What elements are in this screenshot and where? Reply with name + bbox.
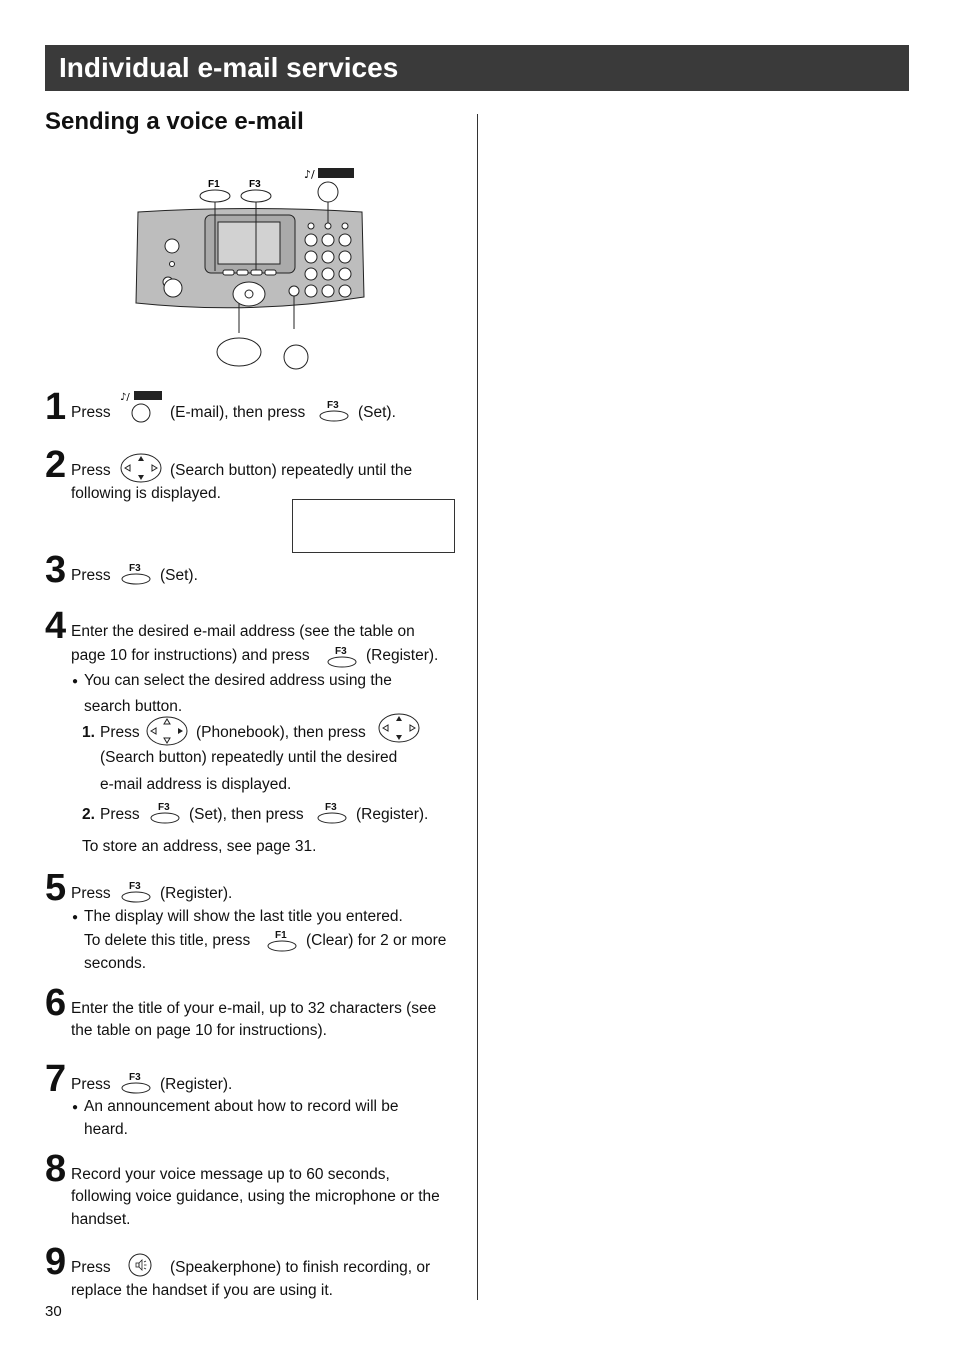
step-3-number: 3: [45, 549, 67, 591]
step-5-text: To delete this title, press: [84, 932, 251, 949]
step-5-text: Press: [71, 885, 111, 902]
svg-text:♪/: ♪/: [304, 168, 315, 181]
step-3-text: (Set).: [160, 567, 198, 584]
step-6-text: the table on page 10 for instructions).: [71, 1022, 327, 1039]
step-8-text: following voice guidance, using the microphone or the: [71, 1188, 440, 1205]
f1-key-label: F1: [275, 930, 287, 941]
step-2-number: 2: [45, 444, 67, 486]
step-2-text: Press: [71, 462, 111, 479]
step-3-text: Press: [71, 567, 111, 584]
step-5-text: (Register).: [160, 885, 233, 902]
step-7-text: Press: [71, 1076, 111, 1093]
f3-key-label: F3: [129, 563, 141, 574]
phonebook-navigator-icon: [146, 715, 188, 747]
step-7-bullet: ● An announcement about how to record will be: [84, 1098, 399, 1116]
f3-key-icon: [316, 802, 348, 826]
step-7-text: (Register).: [160, 1076, 233, 1093]
step-6-number: 6: [45, 982, 67, 1024]
diagram-f3-label: F3: [249, 179, 261, 190]
step-4-substep-text: Press: [100, 806, 140, 823]
section-title: Sending a voice e-mail: [45, 108, 304, 135]
step-1-text: Press: [71, 404, 111, 421]
step-5-text: (Clear) for 2 or more: [306, 932, 447, 949]
step-4-substep-text: e-mail address is displayed.: [100, 776, 292, 793]
step-9-text: (Speakerphone) to finish recording, or: [170, 1259, 431, 1276]
f3-key-icon: [120, 563, 152, 587]
column-divider: [477, 114, 478, 1300]
email-button-icon: [120, 389, 166, 425]
f3-key-label: F3: [129, 1072, 141, 1083]
f3-key-icon: [120, 881, 152, 905]
step-4-substep-text: (Search button) repeatedly until the desired: [100, 749, 398, 766]
step-8-text: Record your voice message up to 60 seconds,: [71, 1166, 390, 1183]
page-number: 30: [45, 1303, 62, 1320]
f3-key-icon: [326, 646, 358, 670]
f3-key-label: F3: [335, 646, 347, 657]
step-4-note: To store an address, see page 31.: [82, 838, 317, 855]
f3-key-icon: [318, 400, 350, 424]
step-4-substep-text: (Set), then press: [189, 806, 304, 823]
step-4-substep-text: Press: [100, 724, 140, 741]
display-box: [292, 499, 455, 553]
step-4-bullet: ● You can select the desired address using the: [84, 672, 392, 690]
step-5-bullet: ● The display will show the last title you entered.: [84, 908, 403, 926]
step-4-substep-number: 1.: [82, 724, 95, 741]
step-9-text: replace the handset if you are using it.: [71, 1282, 333, 1299]
step-2-text: (Search button) repeatedly until the: [170, 462, 413, 479]
step-4-text: page 10 for instructions) and press: [71, 647, 310, 664]
step-4-text: (Register).: [366, 647, 439, 664]
step-7-number: 7: [45, 1058, 67, 1100]
step-7-bullet: heard.: [84, 1121, 128, 1138]
f3-key-label: F3: [327, 400, 339, 411]
speakerphone-icon: [127, 1252, 153, 1278]
step-4-bullet: search button.: [84, 698, 183, 715]
email-logo-icon: [304, 168, 354, 181]
step-8-number: 8: [45, 1148, 67, 1190]
f3-key-icon: [120, 1072, 152, 1096]
chapter-banner: Individual e-mail services: [45, 45, 909, 91]
search-navigator-icon: [378, 712, 420, 744]
step-1-text: (Set).: [358, 404, 396, 421]
step-8-text: handset.: [71, 1211, 131, 1228]
step-4-substep-number: 2.: [82, 806, 95, 823]
fax-panel-diagram: [130, 165, 370, 375]
f3-key-icon: [149, 802, 181, 826]
step-1-number: 1: [45, 386, 67, 428]
step-2-text: following is displayed.: [71, 485, 221, 502]
svg-text:♪/: ♪/: [120, 392, 130, 403]
step-4-number: 4: [45, 605, 67, 647]
step-9-number: 9: [45, 1241, 67, 1283]
step-5-text: seconds.: [84, 955, 147, 972]
f3-key-label: F3: [325, 802, 337, 813]
diagram-f1-label: F1: [208, 179, 220, 190]
step-4-substep-text: (Register).: [356, 806, 429, 823]
f1-key-icon: [266, 930, 298, 954]
step-4-text: Enter the desired e-mail address (see the table on: [71, 623, 415, 640]
step-1-text: (E-mail), then press: [170, 404, 306, 421]
step-6-text: Enter the title of your e-mail, up to 32 characters (see: [71, 1000, 437, 1017]
step-4-substep-text: (Phonebook), then press: [196, 724, 366, 741]
step-5-number: 5: [45, 867, 67, 909]
search-navigator-icon: [120, 452, 162, 484]
step-9-text: Press: [71, 1259, 111, 1276]
f3-key-label: F3: [158, 802, 170, 813]
f3-key-label: F3: [129, 881, 141, 892]
